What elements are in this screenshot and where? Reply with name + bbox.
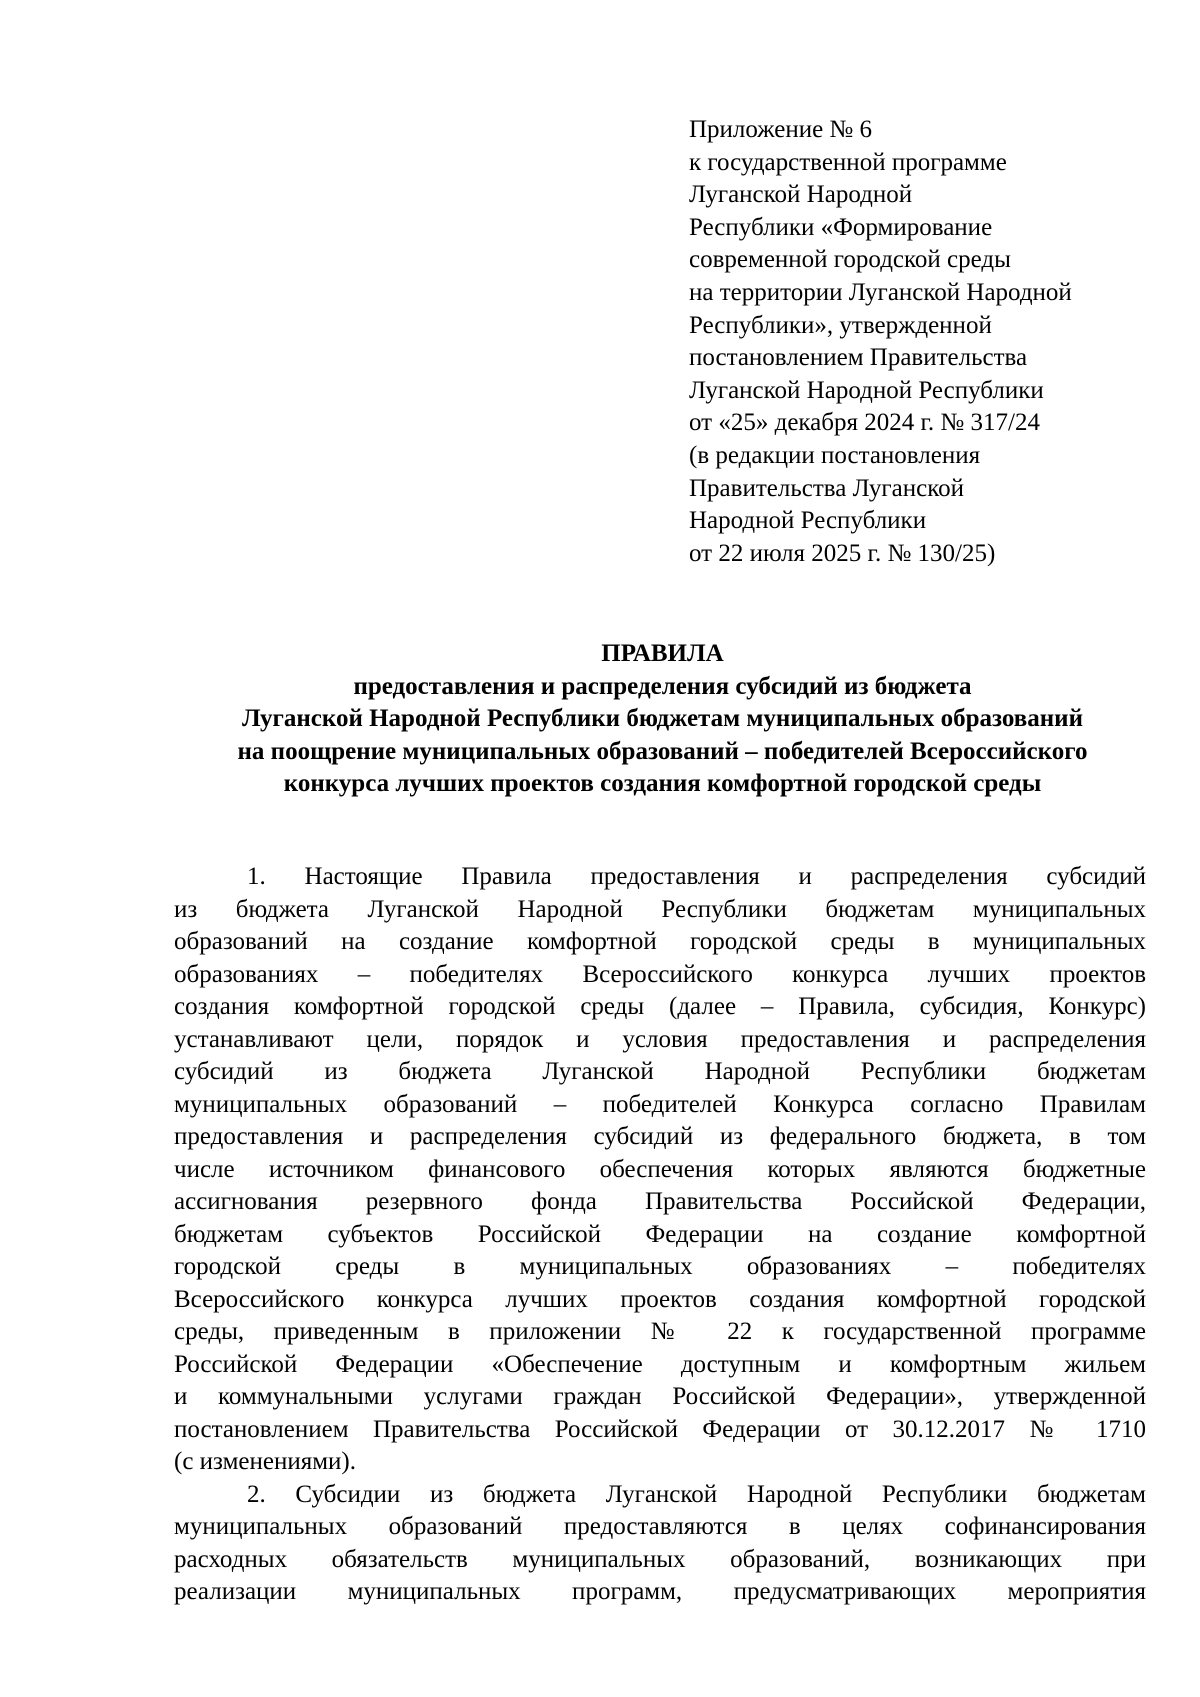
paragraph-line: Всероссийского конкурса лучших проектов создания комфортной городской	[174, 1285, 1146, 1313]
paragraph-line: муниципальных образований предоставляются в целях софинансирования	[174, 1513, 1146, 1540]
paragraph-line: предоставления и распределения субсидий из федерального бюджета, в том	[174, 1123, 1146, 1150]
document-subtitle-line: Луганской Народной Республики бюджетам муниципальных образований	[242, 705, 1083, 733]
annex-line: Республики», утвержденной	[689, 311, 992, 339]
annex-line: Правительства Луганской	[689, 474, 964, 502]
paragraph-1	[174, 861, 1146, 1479]
paragraph-line: реализации муниципальных программ, предусматривающих мероприятия	[174, 1578, 1146, 1605]
annex-line: от «25» декабря 2024 г. № 317/24	[689, 409, 1040, 437]
paragraph-line: постановлением Правительства Российской Федерации от 30.12.2017 № 1710	[174, 1415, 1146, 1443]
paragraph-line: (с изменениями).	[174, 1448, 356, 1475]
document-body	[174, 861, 1146, 1609]
document-subtitle-line: на поощрение муниципальных образований – победителей Всероссийского	[237, 737, 1088, 765]
paragraph-line: бюджетам субъектов Российской Федерации на создание комфортной	[174, 1220, 1146, 1248]
paragraph-line: и коммунальными услугами граждан Российской Федерации», утвержденной	[174, 1383, 1146, 1410]
paragraph-line: 2. Субсидии из бюджета Луганской Народной Республики бюджетам	[247, 1480, 1146, 1508]
paragraph-line: образований на создание комфортной городской среды в муниципальных	[174, 928, 1146, 955]
document-title-block	[130, 638, 1195, 801]
annex-line: современной городской среды	[689, 246, 1011, 274]
paragraph-line: 1. Настоящие Правила предоставления и распределения субсидий	[247, 863, 1146, 890]
annex-line: на территории Луганской Народной	[689, 278, 1072, 306]
paragraph-line: устанавливают цели, порядок и условия предоставления и распределения	[174, 1025, 1146, 1053]
paragraph-line: субсидий из бюджета Луганской Народной Республики бюджетам	[174, 1058, 1146, 1085]
annex-line: Луганской Народной	[689, 181, 913, 209]
annex-line: от 22 июля 2025 г. № 130/25)	[689, 539, 996, 567]
annex-line: Приложение № 6	[689, 116, 873, 143]
paragraph-line: городской среды в муниципальных образованиях – победителях	[174, 1253, 1146, 1280]
paragraph-line: числе источником финансового обеспечения которых являются бюджетные	[174, 1155, 1146, 1183]
annex-line: Луганской Народной Республики	[689, 376, 1044, 404]
annex-line: постановлением Правительства	[689, 344, 1028, 372]
document-subtitle-line: конкурса лучших проектов создания комфортной городской среды	[283, 770, 1042, 798]
annex-line: (в редакции постановления	[689, 441, 981, 469]
document-subtitle-line: предоставления и распределения субсидий из бюджета	[353, 672, 972, 700]
paragraph-line: муниципальных образований – победителей Конкурса согласно Правилам	[174, 1090, 1146, 1118]
paragraph-line: из бюджета Луганской Народной Республики бюджетам муниципальных	[174, 895, 1146, 923]
paragraph-line: образованиях – победителях Всероссийского конкурса лучших проектов	[174, 960, 1146, 988]
annex-line: Республики «Формирование	[689, 213, 993, 241]
document-title: ПРАВИЛА	[601, 640, 724, 667]
paragraph-line: ассигнования резервного фонда Правительства Российской Федерации,	[174, 1188, 1146, 1215]
annex-reference-block	[689, 114, 1149, 570]
paragraph-line: создания комфортной городской среды (далее – Правила, субсидия, Конкурс)	[174, 993, 1146, 1020]
paragraph-line: расходных обязательств муниципальных образований, возникающих при	[174, 1545, 1146, 1573]
paragraph-2	[174, 1479, 1146, 1609]
paragraph-line: Российской Федерации «Обеспечение доступным и комфортным жильем	[174, 1350, 1146, 1378]
annex-line: Народной Республики	[689, 507, 927, 535]
annex-line: к государственной программе	[689, 148, 1007, 176]
paragraph-line: среды, приведенным в приложении № 22 к государственной программе	[174, 1318, 1146, 1345]
